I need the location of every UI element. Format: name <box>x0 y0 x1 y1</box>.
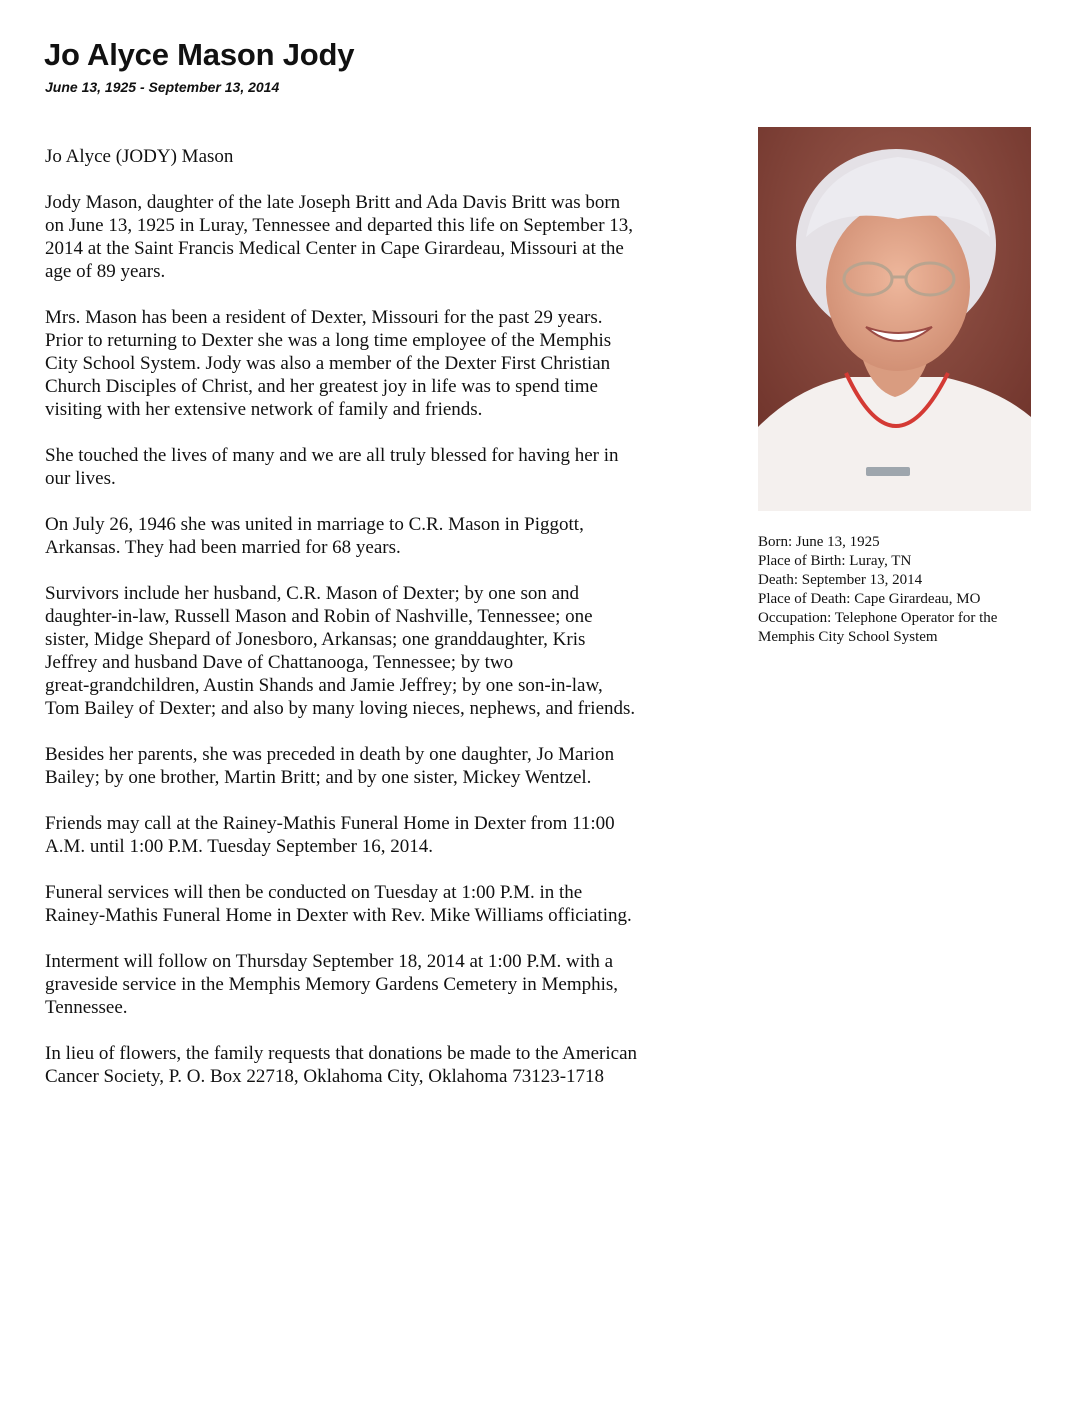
portrait-illustration <box>758 127 1031 511</box>
obituary-paragraph-funeral: Funeral services will then be conducted on Tuesday at 1:00 P.M. in the Rainey-Mathis Funeral Home in Dexter with Rev. Mike Williams officiating. <box>45 882 632 926</box>
obituary-paragraph-interment: Interment will follow on Thursday September 18, 2014 at 1:00 P.M. with a graveside service in the Memphis Memory Gardens Cemetery in Memphis, Tennessee. <box>45 951 619 1018</box>
obituary-paragraph-tribute: She touched the lives of many and we are all truly blessed for having her in our lives. <box>45 445 619 489</box>
portrait-photo <box>758 127 1031 511</box>
fact-death: Death: September 13, 2014 <box>758 572 923 588</box>
obituary-body <box>45 145 725 1111</box>
obituary-paragraph-marriage: On July 26, 1946 she was united in marriage to C.R. Mason in Piggott, Arkansas. They had been married for 68 years. <box>45 514 584 558</box>
fact-place-of-death: Place of Death: Cape Girardeau, MO <box>758 591 981 607</box>
fact-occupation: Occupation: Telephone Operator for the <box>758 610 998 626</box>
shirt <box>758 377 1031 511</box>
life-dates: June 13, 1925 - September 13, 2014 <box>45 79 280 95</box>
fact-occupation-continued: Memphis City School System <box>758 629 938 645</box>
obituary-paragraph-heading: Jo Alyce (JODY) Mason <box>45 146 234 167</box>
obituary-paragraph-birth: Jody Mason, daughter of the late Joseph Britt and Ada Davis Britt was born on June 13, 1925 in Luray, Tennessee and departed this life on September 13, 2014 at the Saint Francis Medical Center in Cape Girardeau, Missouri at the age of 89 years. <box>45 192 634 282</box>
obituary-paragraph-survivors: Survivors include her husband, C.R. Mason of Dexter; by one son and daughter-in-law, Russell Mason and Robin of Nashville, Tennessee; one sister, Midge Shepard of Jonesboro, Arkansas; one granddaughter, Kris Jeffrey and husband Dave of Chattanooga, Tennessee; by two great-grandchildren, Austin Shands and Jamie Jeffrey; by one son-in-law, Tom Bailey of Dexter; and also by many loving nieces, nephews, and friends. <box>45 583 636 719</box>
page-title: Jo Alyce Mason Jody <box>44 37 355 72</box>
obituary-paragraph-donations: In lieu of flowers, the family requests that donations be made to the American Cancer Society, P. O. Box 22718, Oklahoma City, Oklahoma 73123-1718 <box>45 1043 637 1087</box>
necklace-pendant <box>866 467 910 476</box>
vital-facts <box>758 533 1058 647</box>
obituary-paragraph-residence: Mrs. Mason has been a resident of Dexter, Missouri for the past 29 years. Prior to returning to Dexter she was a long time employee of the Memphis City School System. Jody was also a member of the Dexter First Christian Church Disciples of Christ, and her greatest joy in life was to spend time visiting with her extensive network of family and friends. <box>45 307 612 420</box>
fact-born: Born: June 13, 1925 <box>758 534 880 550</box>
obituary-paragraph-visitation: Friends may call at the Rainey-Mathis Funeral Home in Dexter from 11:00 A.M. until 1:00 P.M. Tuesday September 16, 2014. <box>45 813 615 857</box>
fact-place-of-birth: Place of Birth: Luray, TN <box>758 553 912 569</box>
obituary-paragraph-preceded: Besides her parents, she was preceded in death by one daughter, Jo Marion Bailey; by one brother, Martin Britt; and by one sister, Mickey Wentzel. <box>45 744 615 788</box>
